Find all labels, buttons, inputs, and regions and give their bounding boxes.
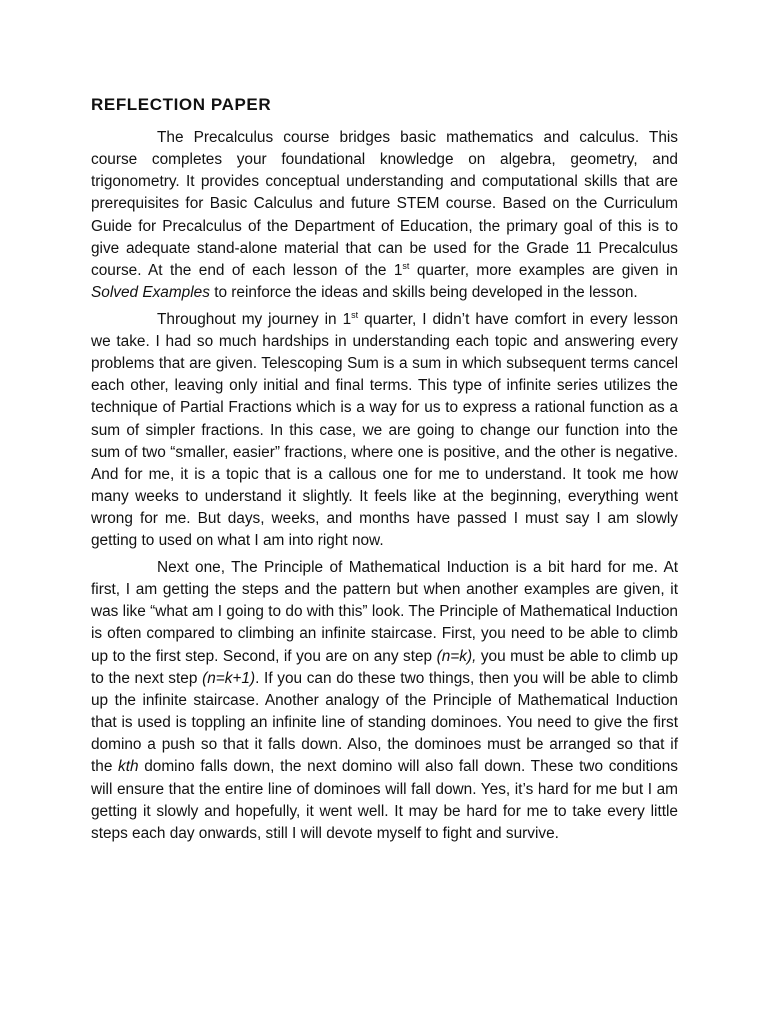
superscript: st <box>351 309 359 320</box>
text-segment: quarter, more examples are given in <box>409 261 678 279</box>
text-segment: Next one, The Principle of Mathematical Induction is a bit hard for me. At first, I am getting the steps and the pattern but when another examples are given, it was like “what am I going to do with this” look. The Principle of Mathematical Induction is often compared to climbing an infinite staircase. First, you need to be able to climb up to the first step. Second, if you are on any step <box>91 558 678 665</box>
text-segment: The Precalculus course bridges basic mathematics and calculus. This course completes your foundational knowledge on algebra, geometry, and trigonometry. It provides conceptual understanding and computational skills that are prerequisites for Basic Calculus and future STEM course. Based on the Curriculum Guide for Precalculus of the Department of Education, the primary goal of this is to give adequate stand-alone material that can be used for the Grade 11 Precalculus course. At the end of each lesson of the 1 <box>91 129 678 279</box>
paragraph-3 <box>91 557 678 845</box>
document-body <box>91 127 678 845</box>
italic-text: Solved Examples <box>91 284 210 302</box>
text-segment: to reinforce the ideas and skills being developed in the lesson. <box>209 284 638 302</box>
text-segment: Throughout my journey in 1 <box>157 310 352 328</box>
superscript: st <box>402 260 410 271</box>
italic-text: kth <box>118 758 139 776</box>
document-title: REFLECTION PAPER <box>91 95 272 114</box>
paragraph-2 <box>91 309 678 553</box>
text-segment: domino falls down, the next domino will also fall down. These two conditions will ensure that the entire line of dominoes will fall down. Yes, it’s hard for me but I am getting it slowly and hopefully, it went well. It may be hard for me to take every little steps each day onwards, still I will devote myself to fight and survive. <box>91 758 678 842</box>
text-segment: . If you can do these two things, then you will be able to climb up the infinite staircase. Another analogy of the Principle of Mathematical Induction that is used is toppling an infinite line of standing dominoes. You need to give the first domino a push so that it falls down. Also, the dominoes must be arranged so that if the <box>91 669 678 776</box>
italic-text: (n=k), <box>436 647 477 665</box>
text-segment: you must be able to climb up to the next step <box>91 647 678 687</box>
text-segment: quarter, I didn’t have comfort in every lesson we take. I had so much hardships in understanding each topic and answering every problems that are given. Telescoping Sum is a sum in which subsequent terms cancel each other, leaving only initial and final terms. This type of infinite series utilizes the technique of Partial Fractions which is a way for us to express a rational function as a sum of simpler fractions. In this case, we are going to change our function into the sum of two “smaller, easier” fractions, where one is positive, and the other is negative. And for me, it is a topic that is a callous one for me to understand. It took me how many weeks to understand it slightly. It feels like at the beginning, everything went wrong for me. But days, weeks, and months have passed I must say I am slowly getting to used on what I am into right now. <box>91 310 679 550</box>
paragraph-1 <box>91 127 678 304</box>
italic-text: (n=k+1) <box>202 669 256 687</box>
